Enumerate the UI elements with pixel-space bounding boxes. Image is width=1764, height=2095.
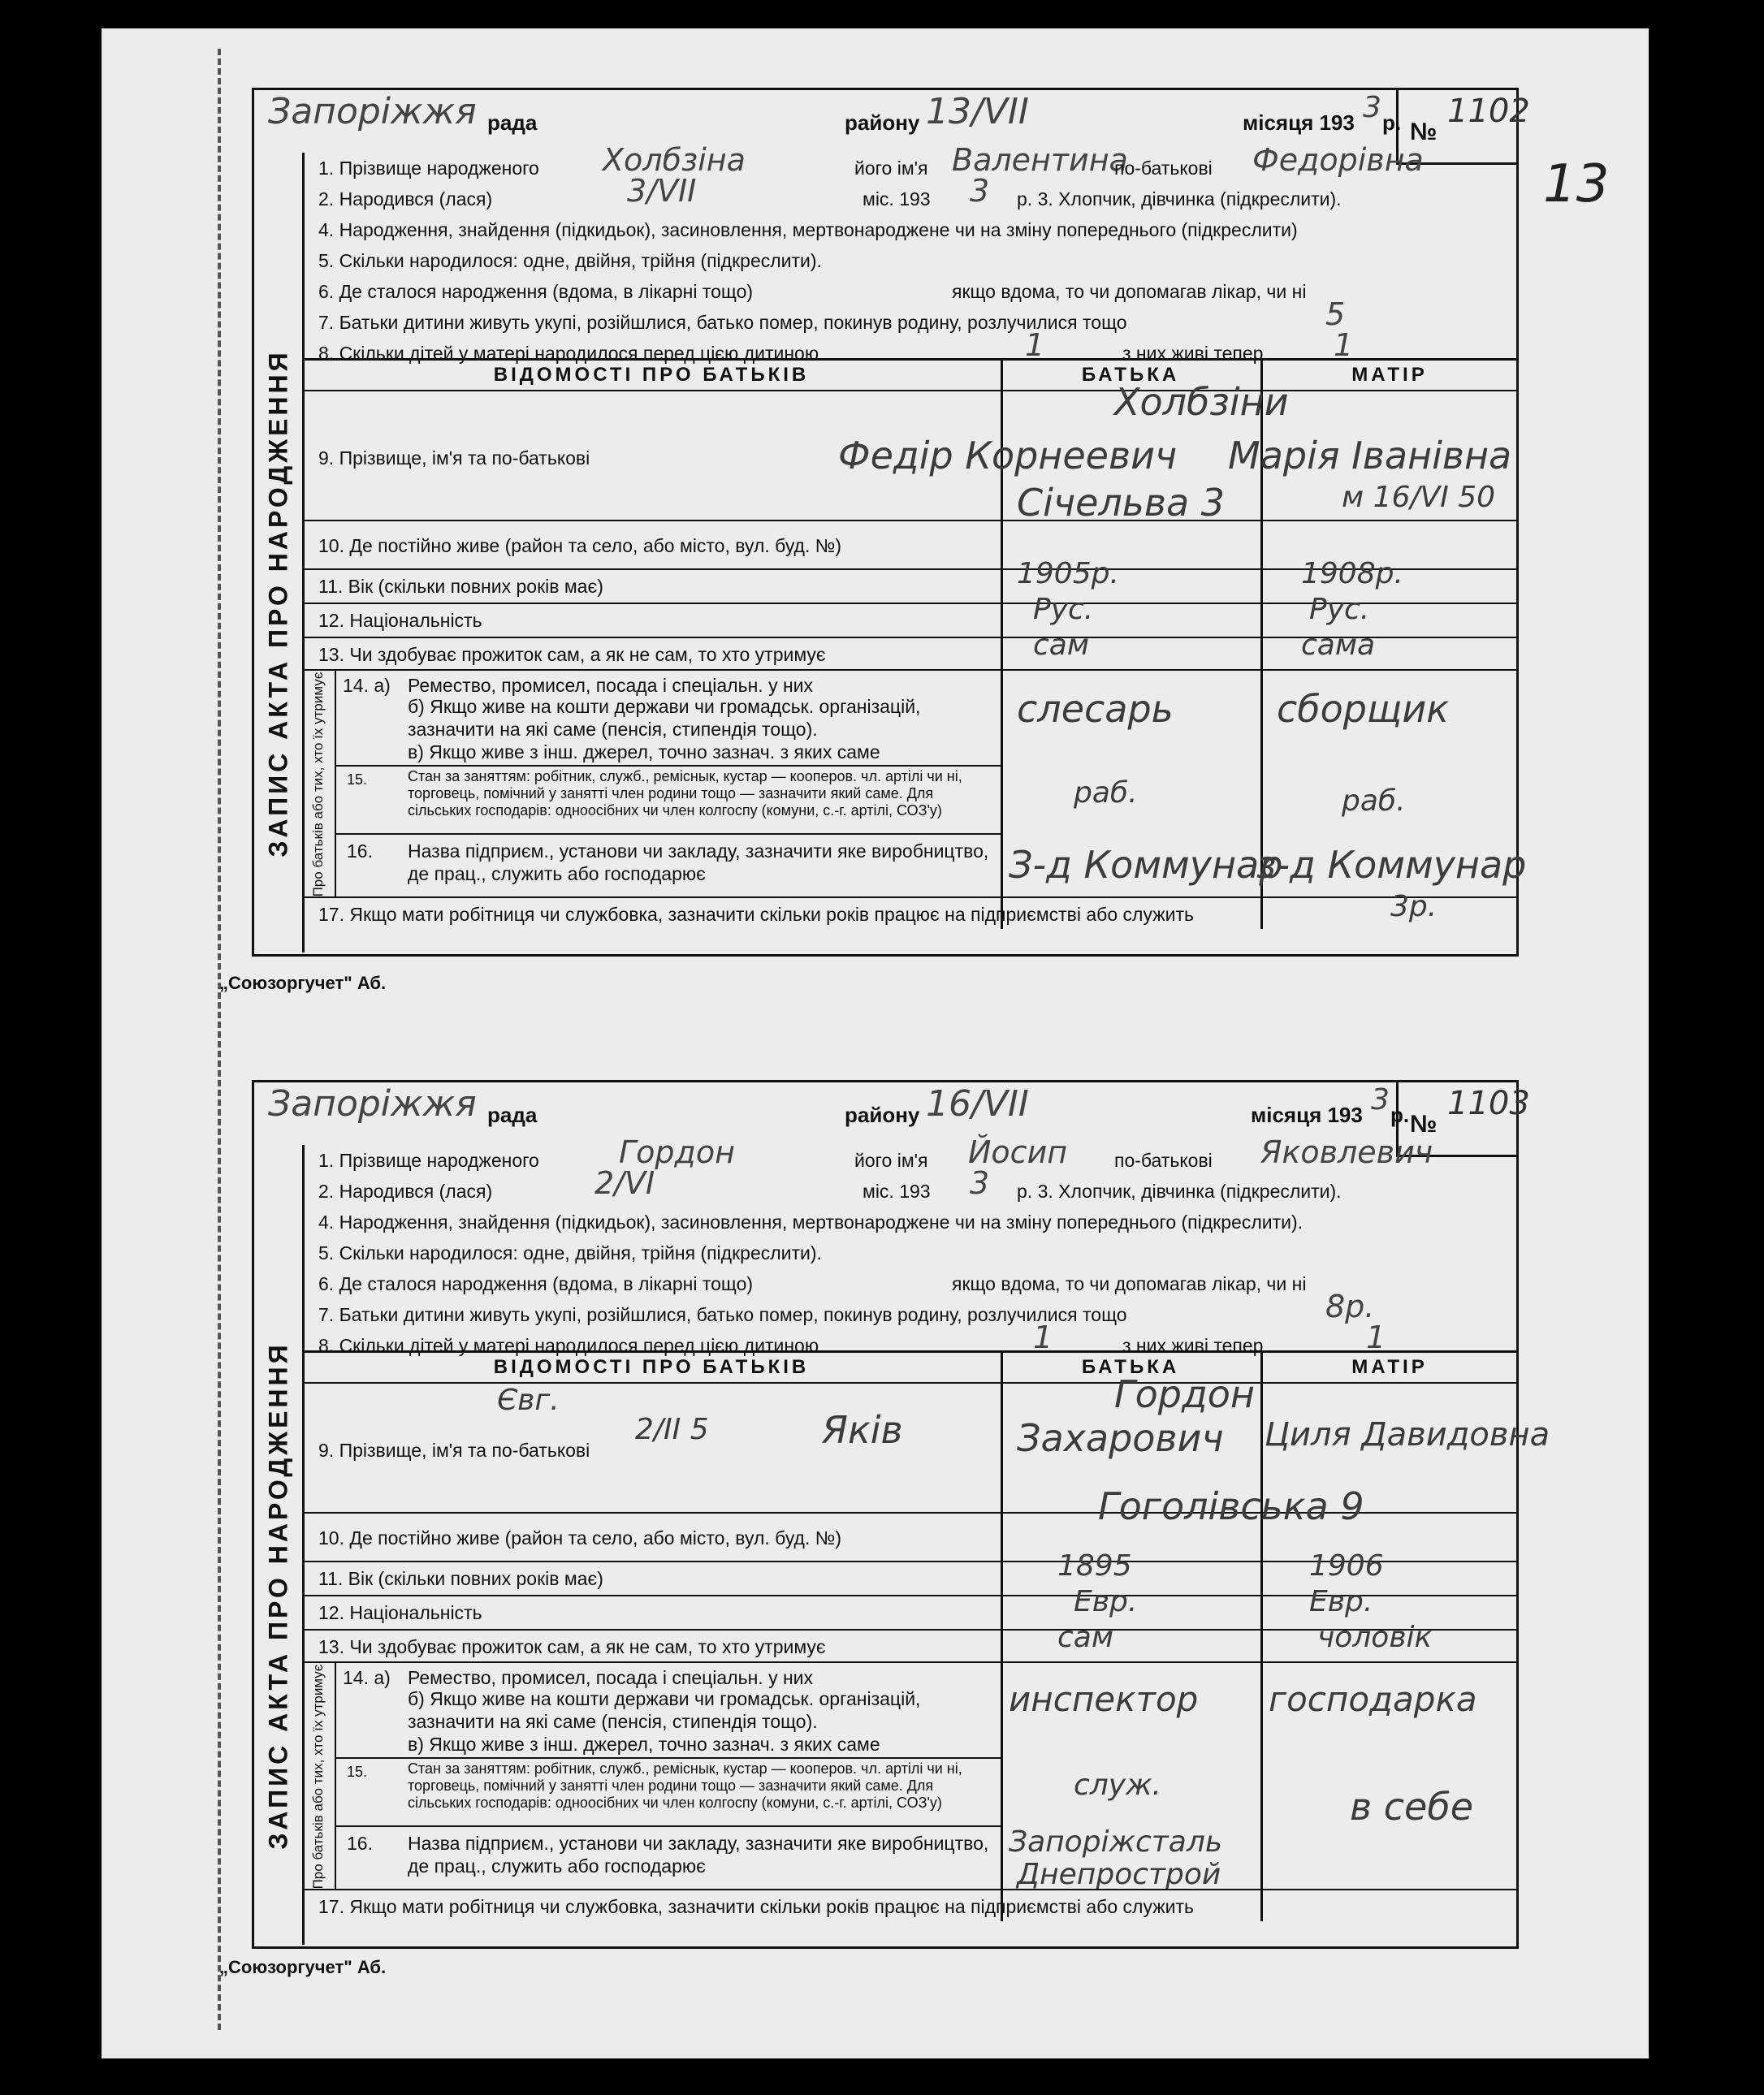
year-handwritten: 3 xyxy=(1363,91,1381,124)
row-6-label: 6. Де сталося народження (вдома, в лікарні тощо) xyxy=(318,281,754,302)
row-13 xyxy=(302,1621,1519,1663)
divider-15 xyxy=(335,1757,1001,1759)
month-label: місяця 193 xyxy=(1243,110,1355,135)
mother-status-hw: раб. xyxy=(1342,784,1406,818)
father-nationality-hw: Рус. xyxy=(1033,593,1094,626)
row-9-label: 9. Прізвище, ім'я та по-батькові xyxy=(318,447,590,469)
mother-nationality-hw: Евр. xyxy=(1309,1585,1373,1618)
rayon-label: району xyxy=(845,110,920,135)
header-info: ВІДОМОСТІ ПРО БАТЬКІВ xyxy=(493,1356,810,1378)
row-1-label: 1. Прізвище народженого xyxy=(318,1150,539,1171)
row-14a: Ремество, промисел, посада і спеціальн. у них xyxy=(408,1667,814,1688)
child-surname-hw: Гордон xyxy=(619,1134,735,1170)
row-14-num: 14. а) xyxy=(343,675,391,696)
birth-year-hw: 3 xyxy=(970,173,990,209)
mother-support-hw: сама xyxy=(1301,628,1376,662)
year-handwritten: 3 xyxy=(1371,1083,1390,1117)
row-12-label: 12. Національність xyxy=(318,610,482,631)
printer-footer: „Союзоргучет" Аб. xyxy=(219,973,387,993)
row-14a: Ремество, промисел, посада і спеціальн. у них xyxy=(408,675,814,696)
row-8-hw-1: 1 xyxy=(1025,327,1045,363)
row-17 xyxy=(302,890,1519,929)
row-17-label: 17. Якщо мати робітниця чи службовка, зазначити скільки років працює на підприємстві або служить xyxy=(318,1896,1194,1917)
father-status-hw: раб. xyxy=(1074,776,1138,810)
rows-14-16 xyxy=(302,669,1527,898)
row-16-num: 16. xyxy=(347,1833,373,1854)
row-10-label: 10. Де постійно живе (район та село, або місто, вул. буд. №) xyxy=(318,535,842,556)
vertical-title xyxy=(258,258,299,948)
day-handwritten: 13/VII xyxy=(926,91,1029,132)
header-father: БАТЬКА xyxy=(1081,364,1180,386)
father-name-hw: Федір Корнеевич xyxy=(838,434,1178,477)
father-status-hw: служ. xyxy=(1074,1769,1161,1802)
birth-record-form-1 xyxy=(219,88,1530,993)
vertical-title xyxy=(258,1251,299,1941)
row-7 xyxy=(302,1289,1519,1330)
number-label: № xyxy=(1410,1111,1438,1138)
record-number-handwritten: 1102 xyxy=(1447,93,1530,130)
years-worked-hw: 3р. xyxy=(1390,890,1438,923)
row-5 xyxy=(302,245,1519,276)
row-11-label: 11. Вік (скільки повних років має) xyxy=(318,1568,603,1589)
divider-16 xyxy=(335,1825,1001,1827)
month-label-2: міс. 193 xyxy=(863,188,931,210)
printer-footer: „Союзоргучет" Аб. xyxy=(219,1957,387,1977)
sex-label: р. 3. Хлопчик, дівчинка (підкреслити). xyxy=(1017,1181,1342,1202)
rada-handwritten: Запоріжжя xyxy=(268,91,477,132)
row-14c: в) Якщо живе з інш. джерел, точно зазнач. з яких саме xyxy=(408,1734,880,1755)
father-patronymic-hw: Захарович xyxy=(1017,1416,1224,1460)
row-13-label: 13. Чи здобуває прожиток сам, а як не сам, то хто утримує xyxy=(318,644,826,665)
month-label: місяця 193 xyxy=(1251,1103,1363,1127)
father-nationality-hw: Евр. xyxy=(1074,1585,1138,1618)
record-number-handwritten: 1103 xyxy=(1447,1085,1530,1122)
row-1-label: 1. Прізвище народженого xyxy=(318,158,539,179)
row-9-label: 9. Прізвище, ім'я та по-батькові xyxy=(318,1440,590,1461)
father-support-hw: сам xyxy=(1057,1621,1114,1654)
date-note-hw: 2/II 5 xyxy=(635,1413,709,1446)
row-8-hw-2: 1 xyxy=(1334,327,1354,363)
father-birth-year-hw: 1895 xyxy=(1057,1549,1132,1583)
row-14-num: 14. а) xyxy=(343,1667,391,1688)
margin-note-hw: 13 xyxy=(1543,154,1610,214)
father-profession-hw: слесарь xyxy=(1017,687,1174,731)
father-first-name-hw: Яків xyxy=(822,1408,903,1452)
father-profession-hw: инспектор xyxy=(1009,1679,1199,1719)
patronymic-label: по-батькові xyxy=(1114,1150,1213,1171)
row-8-hw-1: 1 xyxy=(1033,1320,1053,1355)
side-label: Про батьків або тих, хто їх утримує xyxy=(310,1664,326,1890)
parents-table xyxy=(302,358,1527,929)
row-14b: б) Якщо живе на кошти держави чи громадськ. організацій, зазначити на які саме (пенсія, стипендія тощо). xyxy=(408,696,921,740)
name-label: його ім'я xyxy=(854,1150,928,1171)
rada-label: рада xyxy=(487,1103,538,1127)
row-15: Стан за заняттям: робітник, служб., реміснык, кустар — кооперов. чл. артілі чи ні, торговець, помічний у занятті член родини тощо — зазначити який саме. Для сільських господарів: одноосібних чи член колгоспу (комуни, с.-г. артілі, СОЗ'у) xyxy=(408,768,962,819)
mother-profession-hw: сборщик xyxy=(1277,687,1450,731)
header-mother: МАТІР xyxy=(1351,1356,1428,1378)
child-patronymic-hw: Федорівна xyxy=(1252,142,1424,178)
row-5-label: 5. Скільки народилося: одне, двійня, трійня (підкреслити). xyxy=(318,1242,822,1263)
row-14b: б) Якщо живе на кошти держави чи громадськ. організацій, зазначити на які саме (пенсія, стипендія тощо). xyxy=(408,1688,921,1732)
mother-birth-year-hw: 1906 xyxy=(1309,1549,1384,1583)
r-label: р. xyxy=(1390,1103,1410,1127)
parents-surname-hw: Холбзіни xyxy=(1114,380,1289,424)
vertical-title-text: ЗАПИС АКТА ПРО НАРОДЖЕННЯ xyxy=(263,349,293,857)
rada-handwritten: Запоріжжя xyxy=(268,1083,477,1125)
name-label: його ім'я xyxy=(854,158,928,179)
birth-record-form-2 xyxy=(219,1080,1550,1977)
row-7-label: 7. Батьки дитини живуть укупі, розійшлися, батько помер, покинув родину, розлучилися тощо xyxy=(318,312,1127,333)
address-note-hw: м 16/VI 50 xyxy=(1342,481,1496,514)
child-name-hw: Валентина xyxy=(952,142,1128,178)
row-7-label: 7. Батьки дитини живуть укупі, розійшлися, батько помер, покинув родину, розлучилися тощо xyxy=(318,1304,1127,1325)
address-hw: Січельва 3 xyxy=(1017,481,1226,525)
header-info: ВІДОМОСТІ ПРО БАТЬКІВ xyxy=(493,364,810,386)
nationality-note-hw: Євг. xyxy=(497,1384,560,1417)
parents-table xyxy=(302,1350,1550,1921)
row-1 xyxy=(302,142,1519,184)
divider-16 xyxy=(335,833,1001,835)
row-4-label: 4. Народження, знайдення (підкидьок), засиновлення, мертвонароджене чи на зміну попереднього (підкреслити) xyxy=(318,219,1298,240)
mother-name-hw: Циля Давидовна xyxy=(1265,1416,1550,1454)
divider-15 xyxy=(335,765,1001,767)
row-2 xyxy=(302,1165,1519,1207)
row-8-label: 8. Скільки дітей у матері народилося перед цією дитиною xyxy=(318,1335,819,1356)
parents-surname-hw: Гордон xyxy=(1114,1372,1255,1416)
side-label: Про батьків або тих, хто їх утримує xyxy=(310,672,326,897)
row-17 xyxy=(302,1889,1519,1921)
row-8-label: 8. Скільки дітей у матері народилося перед цією дитиною xyxy=(318,343,819,364)
row-16-num: 16. xyxy=(347,840,373,862)
row-7-hw: 5 xyxy=(1325,296,1346,332)
row-12-label: 12. Національність xyxy=(318,1602,482,1623)
r-label: р. xyxy=(1382,110,1402,135)
row-11-label: 11. Вік (скільки повних років має) xyxy=(318,576,603,597)
rada-label: рада xyxy=(487,110,538,135)
row-6-label: 6. Де сталося народження (вдома, в лікарні тощо) xyxy=(318,1273,754,1294)
row-15-num: 15. xyxy=(347,771,368,788)
row-8-mid: з них живі тепер xyxy=(1122,1335,1264,1356)
child-surname-hw: Холбзіна xyxy=(603,142,746,178)
row-16: Назва підприєм., установи чи закладу, зазначити яке виробництво, де прац., служить або господарює xyxy=(408,840,989,884)
father-support-hw: сам xyxy=(1033,628,1090,662)
mother-workplace-hw: з-д Коммунар xyxy=(1256,843,1527,887)
row-14c: в) Якщо живе з інш. джерел, точно зазнач. з яких саме xyxy=(408,741,880,762)
mother-support-hw: чоловік xyxy=(1317,1621,1433,1654)
row-4 xyxy=(302,1207,1519,1238)
row-8-hw-2: 1 xyxy=(1366,1320,1386,1355)
row-17-label: 17. Якщо мати робітниця чи службовка, зазначити скільки років працює на підприємстві або служить xyxy=(318,904,1194,925)
row-6-mid: якщо вдома, то чи допомагав лікар, чи ні xyxy=(952,281,1307,302)
row-2-label: 2. Народився (лася) xyxy=(318,188,493,210)
mother-status-hw: в себе xyxy=(1350,1785,1473,1829)
month-label-2: міс. 193 xyxy=(863,1181,931,1202)
father-workplace-hw: Запоріжсталь xyxy=(1009,1825,1223,1859)
row-10-label: 10. Де постійно живе (район та село, або місто, вул. буд. №) xyxy=(318,1527,842,1549)
mother-birth-year-hw: 1908р. xyxy=(1301,557,1403,590)
row-7-hw: 8р. xyxy=(1325,1289,1375,1324)
header-father: БАТЬКА xyxy=(1081,1356,1180,1378)
row-1 xyxy=(302,1134,1519,1176)
row-4-label: 4. Народження, знайдення (підкидьок), засиновлення, мертвонароджене чи на зміну попереднього (підкреслити). xyxy=(318,1212,1304,1233)
birth-year-hw: 3 xyxy=(970,1165,990,1201)
header-mother: МАТІР xyxy=(1351,364,1428,386)
general-rows xyxy=(302,1134,1519,1361)
general-rows xyxy=(302,142,1519,369)
patronymic-label: по-батькові xyxy=(1114,158,1213,179)
sex-label: р. 3. Хлопчик, дівчинка (підкреслити). xyxy=(1017,188,1342,210)
row-6-mid: якщо вдома, то чи допомагав лікар, чи ні xyxy=(952,1273,1307,1294)
rayon-label: району xyxy=(845,1103,920,1127)
child-name-hw: Йосип xyxy=(968,1134,1068,1170)
father-workplace-hw-2: Днепрострой xyxy=(1017,1858,1221,1891)
father-birth-year-hw: 1905р. xyxy=(1017,557,1119,590)
day-handwritten: 16/VII xyxy=(926,1083,1029,1125)
row-15-num: 15. xyxy=(347,1764,368,1780)
mother-profession-hw: господарка xyxy=(1269,1679,1477,1719)
number-label: № xyxy=(1410,119,1438,145)
birth-date-hw: 3/VII xyxy=(627,173,697,209)
row-16: Назва підприєм., установи чи закладу, зазначити яке виробництво, де прац., служить або господарює xyxy=(408,1833,989,1877)
row-13 xyxy=(302,628,1519,671)
row-8-mid: з них живі тепер xyxy=(1122,343,1264,364)
address-hw: Гоголівська 9 xyxy=(1098,1484,1364,1528)
row-13-label: 13. Чи здобуває прожиток сам, а як не сам, то хто утримує xyxy=(318,1636,826,1657)
father-workplace-hw: З-д Коммунар xyxy=(1009,843,1283,887)
row-5 xyxy=(302,1238,1519,1268)
perforation-line xyxy=(218,49,221,2030)
side-label-box xyxy=(302,1663,336,1890)
row-9 xyxy=(302,380,1519,521)
mother-name-hw: Марія Іванівна xyxy=(1228,434,1512,477)
row-4 xyxy=(302,214,1519,245)
birth-date-hw: 2/VI xyxy=(594,1165,655,1201)
row-15: Стан за заняттям: робітник, служб., реміснык, кустар — кооперов. чл. артілі чи ні, торговець, помічний у занятті член родини тощо — зазначити який саме. Для сільських господарів: одноосібних чи член колгоспу (комуни, с.-г. артілі, СОЗ'у) xyxy=(408,1760,962,1811)
child-patronymic-hw: Яковлевич xyxy=(1260,1134,1433,1170)
rows-14-16 xyxy=(302,1661,1519,1890)
row-2 xyxy=(302,173,1519,214)
row-2-label: 2. Народився (лася) xyxy=(318,1181,493,1202)
row-5-label: 5. Скільки народилося: одне, двійня, трійня (підкреслити). xyxy=(318,250,822,271)
mother-nationality-hw: Рус. xyxy=(1309,593,1370,626)
vertical-title-text: ЗАПИС АКТА ПРО НАРОДЖЕННЯ xyxy=(263,1341,293,1850)
side-label-box xyxy=(302,671,336,898)
